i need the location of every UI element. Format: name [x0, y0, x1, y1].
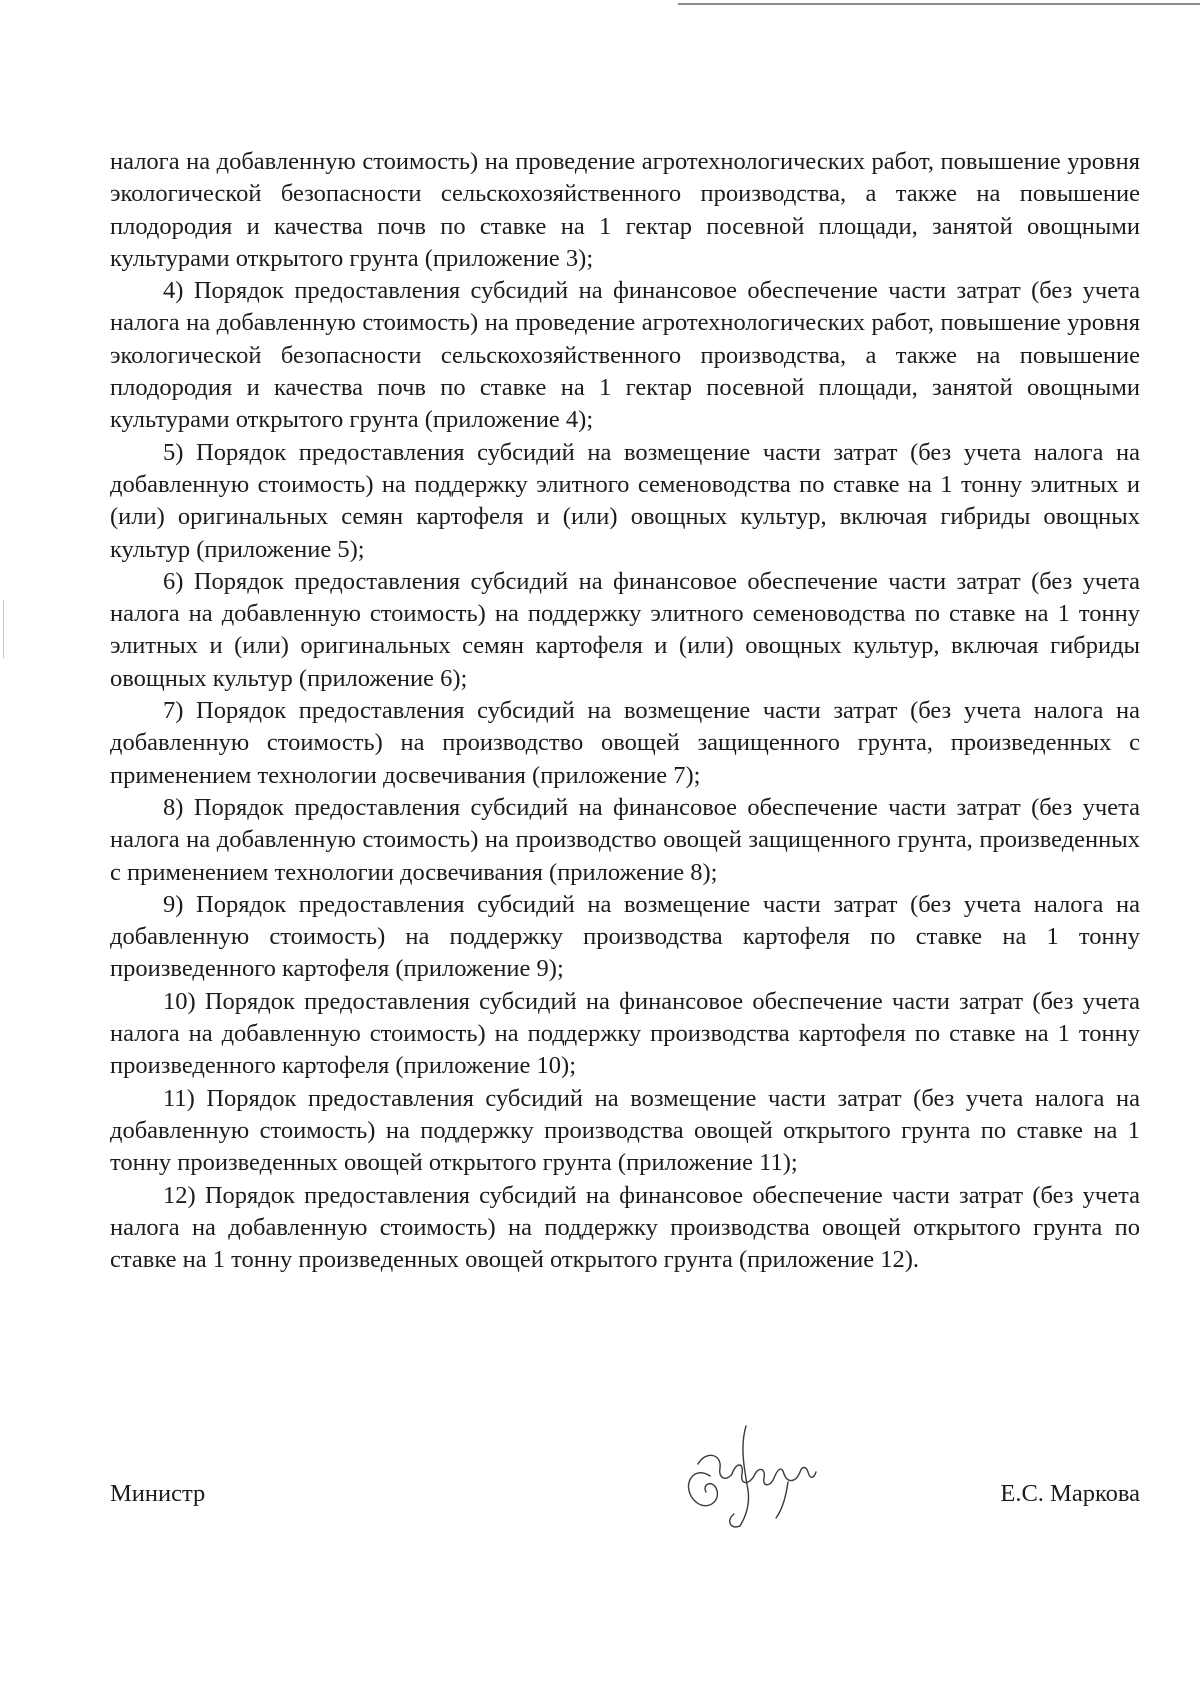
list-item-11: 11) Порядок предоставления субсидий на возмещение части затрат (без учета налога на добавленную стоимость) на поддержку производства овощей открытого грунта по ставке на 1 тонну произведенных овощей открытого грунта (приложение 11); [110, 1084, 1140, 1177]
signer-position: Министр [110, 1480, 206, 1507]
list-item-9: 9) Порядок предоставления субсидий на возмещение части затрат (без учета налога на добавленную стоимость) на поддержку производства картофеля по ставке на 1 тонну произведенного картофеля (приложение 9); [110, 890, 1140, 983]
list-item-4: 4) Порядок предоставления субсидий на финансовое обеспечение части затрат (без учета налога на добавленную стоимость) на проведение агротехнологических работ, повышение уровня экологической безопасности сельскохозяйственного производства, а также на повышение плодородия и качества почв по ставке на 1 гектар посевной площади, занятой овощными культурами открытого грунта (приложение 4); [110, 277, 1140, 434]
list-item-5: 5) Порядок предоставления субсидий на возмещение части затрат (без учета налога на добавленную стоимость) на поддержку элитного семеноводства по ставке на 1 тонну элитных и (или) оригинальных семян картофеля и (или) овощных культур, включая гибриды овощных культур (приложение 5); [110, 438, 1140, 563]
list-item-7: 7) Порядок предоставления субсидий на возмещение части затрат (без учета налога на добавленную стоимость) на производство овощей защищенного грунта, произведенных с применением технологии досвечивания (приложение 7); [110, 697, 1140, 789]
handwritten-signature-icon [670, 1418, 820, 1533]
list-item-12: 12) Порядок предоставления субсидий на финансовое обеспечение части затрат (без учета налога на добавленную стоимость) на поддержку производства овощей открытого грунта по ставке на 1 тонну произведенных овощей открытого грунта (приложение 12). [110, 1181, 1140, 1274]
document-body [110, 146, 1140, 1276]
list-item-10: 10) Порядок предоставления субсидий на финансовое обеспечение части затрат (без учета налога на добавленную стоимость) на поддержку производства картофеля по ставке на 1 тонну произведенного картофеля (приложение 10); [110, 987, 1140, 1080]
paragraph-continuation: налога на добавленную стоимость) на проведение агротехнологических работ, повышение уровня экологической безопасности сельскохозяйственного производства, а также на повышение плодородия и качества почв по ставке на 1 гектар посевной площади, занятой овощными культурами открытого грунта (приложение 3); [110, 148, 1140, 272]
top-border-line [678, 3, 1200, 5]
signature-block [110, 1468, 1140, 1528]
list-item-8: 8) Порядок предоставления субсидий на финансовое обеспечение части затрат (без учета налога на добавленную стоимость) на производство овощей защищенного грунта, произведенных с применением технологии досвечивания (приложение 8); [110, 793, 1140, 886]
scan-margin-mark [3, 600, 4, 658]
list-item-6: 6) Порядок предоставления субсидий на финансовое обеспечение части затрат (без учета налога на добавленную стоимость) на поддержку элитного семеноводства по ставке на 1 тонну элитных и (или) оригинальных семян картофеля и (или) овощных культур, включая гибриды овощных культур (приложение 6); [110, 567, 1140, 692]
signer-name: Е.С. Маркова [1000, 1480, 1140, 1507]
